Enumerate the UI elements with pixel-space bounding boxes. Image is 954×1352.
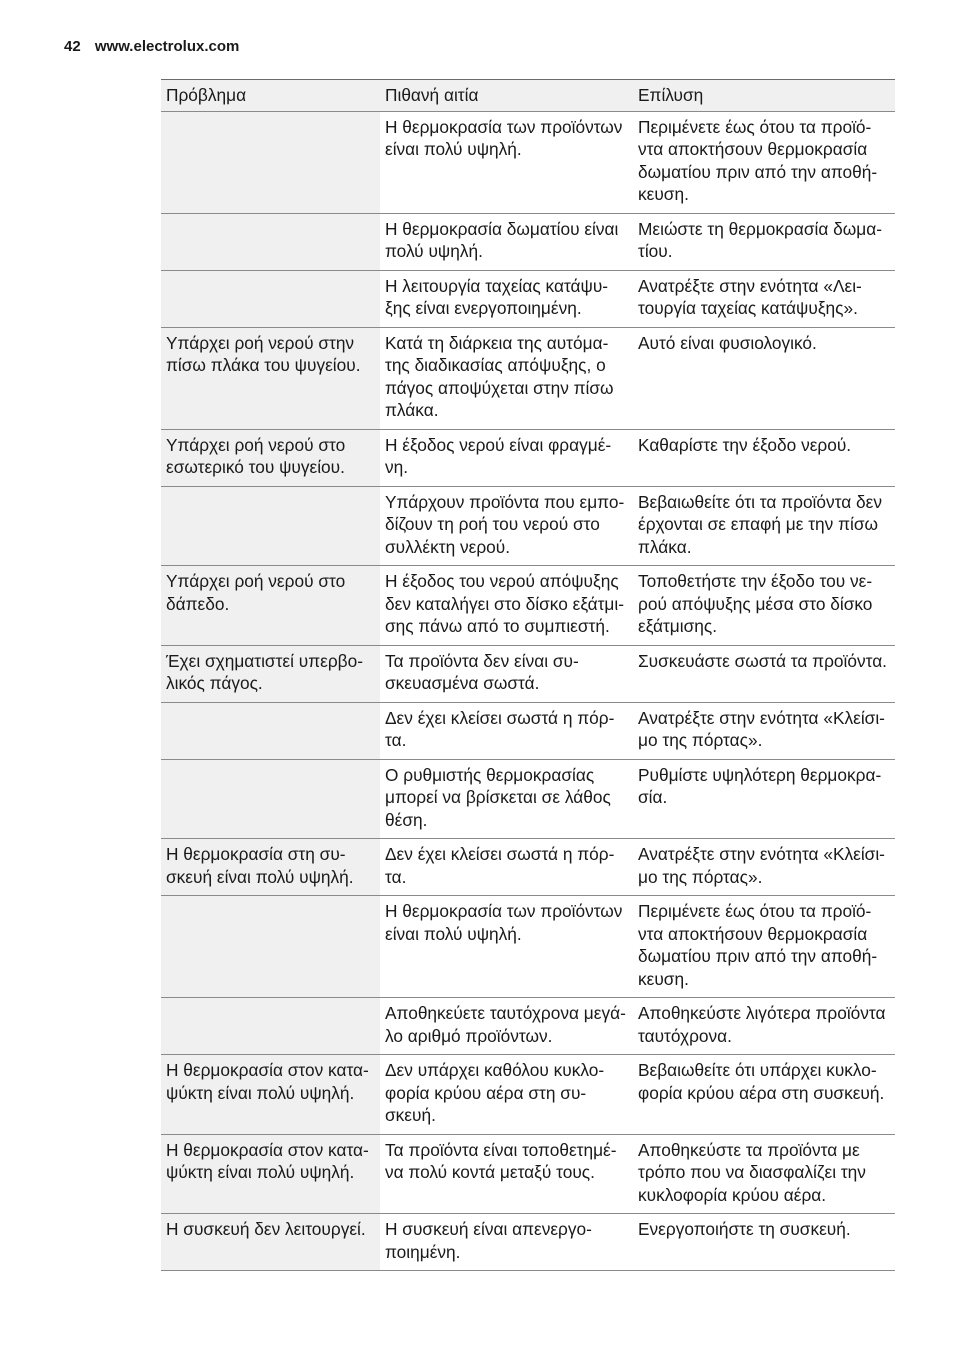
solution-cell: Βεβαιωθείτε ότι υπάρχει κυκλο-φορία κρύου αέρα στη συσκευή. [633, 1055, 895, 1135]
problem-cell [161, 702, 380, 759]
table-row [161, 998, 895, 1055]
problem-cell: Υπάρχει ροή νερού στο εσωτερικό του ψυγείου. [161, 429, 380, 486]
page-header [64, 38, 239, 55]
table-row [161, 111, 895, 213]
table-row [161, 702, 895, 759]
problem-cell [161, 998, 380, 1055]
problem-cell: Έχει σχηματιστεί υπερβο-λικός πάγος. [161, 645, 380, 702]
problem-cell [161, 486, 380, 566]
problem-cell: Η θερμοκρασία στον κατα-ψύκτη είναι πολύ υψηλή. [161, 1055, 380, 1135]
cause-cell: Δεν έχει κλείσει σωστά η πόρ-τα. [380, 839, 633, 896]
solution-cell: Ανατρέξτε στην ενότητα «Λει-τουργία ταχείας κατάψυξης». [633, 270, 895, 327]
cause-cell: Η συσκευή είναι απενεργο-ποιημένη. [380, 1214, 633, 1271]
problem-cell: Υπάρχει ροή νερού στην πίσω πλάκα του ψυγείου. [161, 327, 380, 429]
problem-cell: Υπάρχει ροή νερού στο δάπεδο. [161, 566, 380, 646]
table-row [161, 759, 895, 839]
page-number: 42 [64, 38, 81, 55]
table-row [161, 213, 895, 270]
table-row [161, 566, 895, 646]
cause-cell: Η λειτουργία ταχείας κατάψυ-ξης είναι ενεργοποιημένη. [380, 270, 633, 327]
cause-cell: Ο ρυθμιστής θερμοκρασίας μπορεί να βρίσκεται σε λάθος θέση. [380, 759, 633, 839]
table-header-row [161, 80, 895, 112]
solution-cell: Τοποθετήστε την έξοδο του νε-ρού απόψυξης μέσα στο δίσκο εξάτμισης. [633, 566, 895, 646]
table-row [161, 839, 895, 896]
problem-cell [161, 111, 380, 213]
cause-cell: Η θερμοκρασία δωματίου είναι πολύ υψηλή. [380, 213, 633, 270]
solution-cell: Συσκευάστε σωστά τα προϊόντα. [633, 645, 895, 702]
site-url: www.electrolux.com [94, 38, 240, 55]
table-row [161, 1055, 895, 1135]
table-row [161, 1214, 895, 1271]
column-header-problem: Πρόβλημα [161, 80, 380, 112]
solution-cell: Ενεργοποιήστε τη συσκευή. [633, 1214, 895, 1271]
cause-cell: Η έξοδος νερού είναι φραγμέ-νη. [380, 429, 633, 486]
cause-cell: Η θερμοκρασία των προϊόντων είναι πολύ υψηλή. [380, 111, 633, 213]
solution-cell: Περιμένετε έως ότου τα προϊό-ντα αποκτήσουν θερμοκρασία δωματίου πριν από την αποθή-κευση. [633, 896, 895, 998]
solution-cell: Βεβαιωθείτε ότι τα προϊόντα δεν έρχονται σε επαφή με την πίσω πλάκα. [633, 486, 895, 566]
solution-cell: Καθαρίστε την έξοδο νερού. [633, 429, 895, 486]
solution-cell: Αποθηκεύστε τα προϊόντα με τρόπο που να διασφαλίζει την κυκλοφορία κρύου αέρα. [633, 1134, 895, 1214]
cause-cell: Η θερμοκρασία των προϊόντων είναι πολύ υψηλή. [380, 896, 633, 998]
solution-cell: Μειώστε τη θερμοκρασία δωμα-τίου. [633, 213, 895, 270]
column-header-solution: Επίλυση [633, 80, 895, 112]
cause-cell: Τα προϊόντα δεν είναι συ-σκευασμένα σωστά. [380, 645, 633, 702]
table-row [161, 645, 895, 702]
problem-cell [161, 270, 380, 327]
solution-cell: Ρυθμίστε υψηλότερη θερμοκρα-σία. [633, 759, 895, 839]
problem-cell: Η θερμοκρασία στη συ-σκευή είναι πολύ υψηλή. [161, 839, 380, 896]
solution-cell: Αποθηκεύστε λιγότερα προϊόντα ταυτόχρονα. [633, 998, 895, 1055]
cause-cell: Δεν υπάρχει καθόλου κυκλο-φορία κρύου αέρα στη συ-σκευή. [380, 1055, 633, 1135]
table-row [161, 486, 895, 566]
problem-cell [161, 896, 380, 998]
column-header-cause: Πιθανή αιτία [380, 80, 633, 112]
problem-cell: Η θερμοκρασία στον κατα-ψύκτη είναι πολύ υψηλή. [161, 1134, 380, 1214]
solution-cell: Αυτό είναι φυσιολογικό. [633, 327, 895, 429]
table-row [161, 327, 895, 429]
solution-cell: Ανατρέξτε στην ενότητα «Κλείσι-μο της πόρτας». [633, 839, 895, 896]
cause-cell: Η έξοδος του νερού απόψυξης δεν καταλήγει στο δίσκο εξάτμι-σης πάνω από το συμπιεστή. [380, 566, 633, 646]
problem-cell [161, 759, 380, 839]
problem-cell: Η συσκευή δεν λειτουργεί. [161, 1214, 380, 1271]
problem-cell [161, 213, 380, 270]
solution-cell: Περιμένετε έως ότου τα προϊό-ντα αποκτήσουν θερμοκρασία δωματίου πριν από την αποθή-κευση. [633, 111, 895, 213]
cause-cell: Κατά τη διάρκεια της αυτόμα-της διαδικασίας απόψυξης, ο πάγος αποψύχεται στην πίσω πλάκα. [380, 327, 633, 429]
cause-cell: Δεν έχει κλείσει σωστά η πόρ-τα. [380, 702, 633, 759]
cause-cell: Αποθηκεύετε ταυτόχρονα μεγά-λο αριθμό προϊόντων. [380, 998, 633, 1055]
cause-cell: Υπάρχουν προϊόντα που εμπο-δίζουν τη ροή του νερού στο συλλέκτη νερού. [380, 486, 633, 566]
cause-cell: Τα προϊόντα είναι τοποθετημέ-να πολύ κοντά μεταξύ τους. [380, 1134, 633, 1214]
solution-cell: Ανατρέξτε στην ενότητα «Κλείσι-μο της πόρτας». [633, 702, 895, 759]
troubleshooting-table [161, 79, 895, 1271]
table-row [161, 270, 895, 327]
table-row [161, 429, 895, 486]
table-row [161, 896, 895, 998]
table-row [161, 1134, 895, 1214]
